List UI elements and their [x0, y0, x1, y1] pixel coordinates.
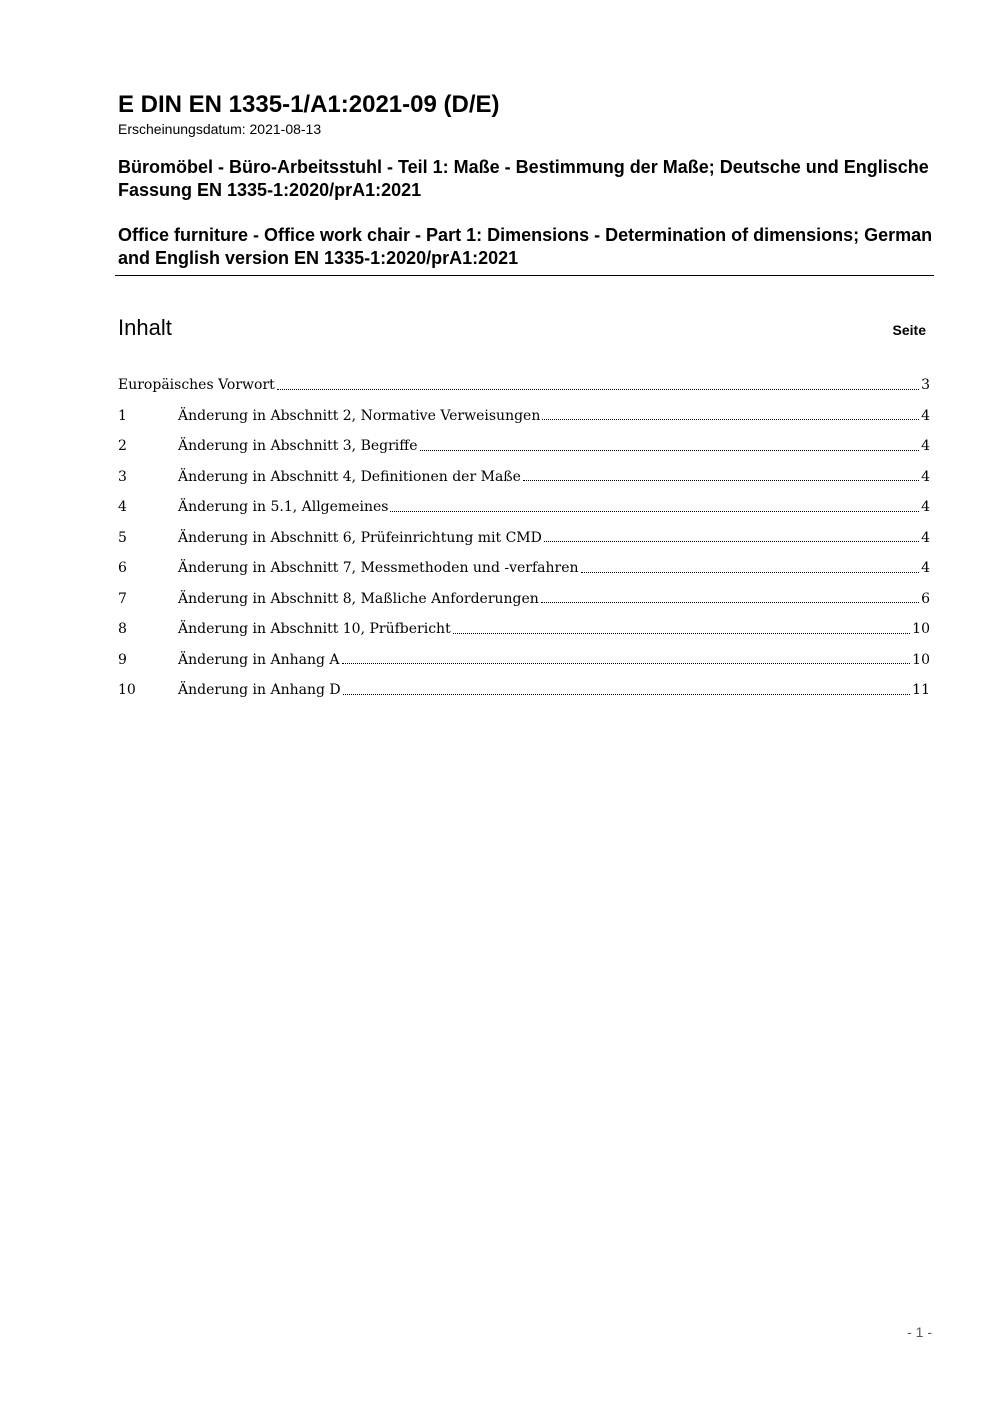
dot-leader — [390, 511, 919, 512]
toc-entry-number: 4 — [118, 499, 127, 516]
toc-entry-number: 3 — [118, 468, 127, 485]
toc-entry-page: 11 — [912, 682, 930, 699]
page-number: - 1 - — [907, 1324, 932, 1340]
toc-entry-9[interactable] — [118, 645, 930, 676]
toc-entry-2[interactable] — [118, 431, 930, 462]
toc-entry-7[interactable] — [118, 584, 930, 615]
toc-entry-1[interactable] — [118, 401, 930, 432]
toc-entry-page: 3 — [921, 377, 930, 394]
toc-entry-number: 6 — [118, 560, 127, 577]
dot-leader — [420, 450, 920, 451]
toc-page-label: Seite — [892, 322, 926, 338]
document-id: E DIN EN 1335-1/A1:2021-09 (D/E) — [118, 91, 500, 118]
toc-entry-page: 4 — [921, 560, 930, 577]
toc-entry-title: Europäisches Vorwort — [118, 377, 275, 394]
title-german: Büromöbel - Büro-Arbeitsstuhl - Teil 1: Maße - Bestimmung der Maße; Deutsche und Englische Fassung EN 1335-1:2020/prA1:2021 — [118, 157, 929, 200]
dot-leader — [343, 694, 911, 695]
toc-entry-page: 4 — [921, 407, 930, 424]
dot-leader — [541, 602, 919, 603]
toc-entry-number: 10 — [118, 682, 136, 699]
toc-heading-row — [118, 313, 926, 343]
toc-entry-number: 1 — [118, 407, 127, 424]
dot-leader — [342, 663, 911, 664]
toc-entry-title: Änderung in Abschnitt 3, Begriffe — [178, 438, 418, 455]
toc-entry-page: 4 — [921, 468, 930, 485]
title-english: Office furniture - Office work chair - Part 1: Dimensions - Determination of dimensions; German and English version EN 1335-1:2020/prA1:2021 — [118, 225, 933, 268]
dot-leader — [453, 633, 910, 634]
toc-entry-title: Änderung in Abschnitt 8, Maßliche Anforderungen — [178, 590, 539, 607]
toc-entry-4[interactable] — [118, 492, 930, 523]
dot-leader — [277, 389, 919, 390]
toc-entry-page: 10 — [912, 621, 930, 638]
document-header — [118, 90, 934, 270]
toc-entry-title: Änderung in Anhang A — [178, 651, 340, 668]
header-divider — [115, 275, 934, 276]
dot-leader — [544, 541, 919, 542]
dot-leader — [542, 419, 919, 420]
toc-entry-title: Änderung in 5.1, Allgemeines — [178, 499, 389, 516]
toc-entry-page: 6 — [921, 590, 930, 607]
toc-entry-5[interactable] — [118, 523, 930, 554]
toc-entry-preface[interactable] — [118, 370, 930, 401]
toc-entry-page: 4 — [921, 438, 930, 455]
toc-entry-page: 10 — [912, 651, 930, 668]
toc-entry-number: 2 — [118, 438, 127, 455]
toc-entry-10[interactable] — [118, 675, 930, 706]
publication-date: Erscheinungsdatum: 2021-08-13 — [118, 121, 322, 137]
toc-entry-title: Änderung in Abschnitt 7, Messmethoden und -verfahren — [178, 560, 579, 577]
toc-entry-number: 7 — [118, 590, 127, 607]
toc-entry-title: Änderung in Abschnitt 6, Prüfeinrichtung mit CMD — [178, 529, 542, 546]
table-of-contents — [118, 370, 930, 706]
dot-leader — [581, 572, 920, 573]
toc-entry-title: Änderung in Abschnitt 10, Prüfbericht — [178, 621, 451, 638]
toc-entry-title: Änderung in Abschnitt 2, Normative Verweisungen — [178, 407, 541, 424]
toc-heading: Inhalt — [118, 315, 172, 340]
toc-entry-3[interactable] — [118, 462, 930, 493]
toc-entry-8[interactable] — [118, 614, 930, 645]
toc-entry-number: 8 — [118, 621, 127, 638]
toc-entry-page: 4 — [921, 529, 930, 546]
toc-entry-6[interactable] — [118, 553, 930, 584]
toc-entry-number: 5 — [118, 529, 127, 546]
toc-entry-page: 4 — [921, 499, 930, 516]
dot-leader — [523, 480, 919, 481]
toc-entry-title: Änderung in Abschnitt 4, Definitionen der Maße — [178, 468, 521, 485]
toc-entry-number: 9 — [118, 651, 127, 668]
toc-entry-title: Änderung in Anhang D — [178, 682, 341, 699]
